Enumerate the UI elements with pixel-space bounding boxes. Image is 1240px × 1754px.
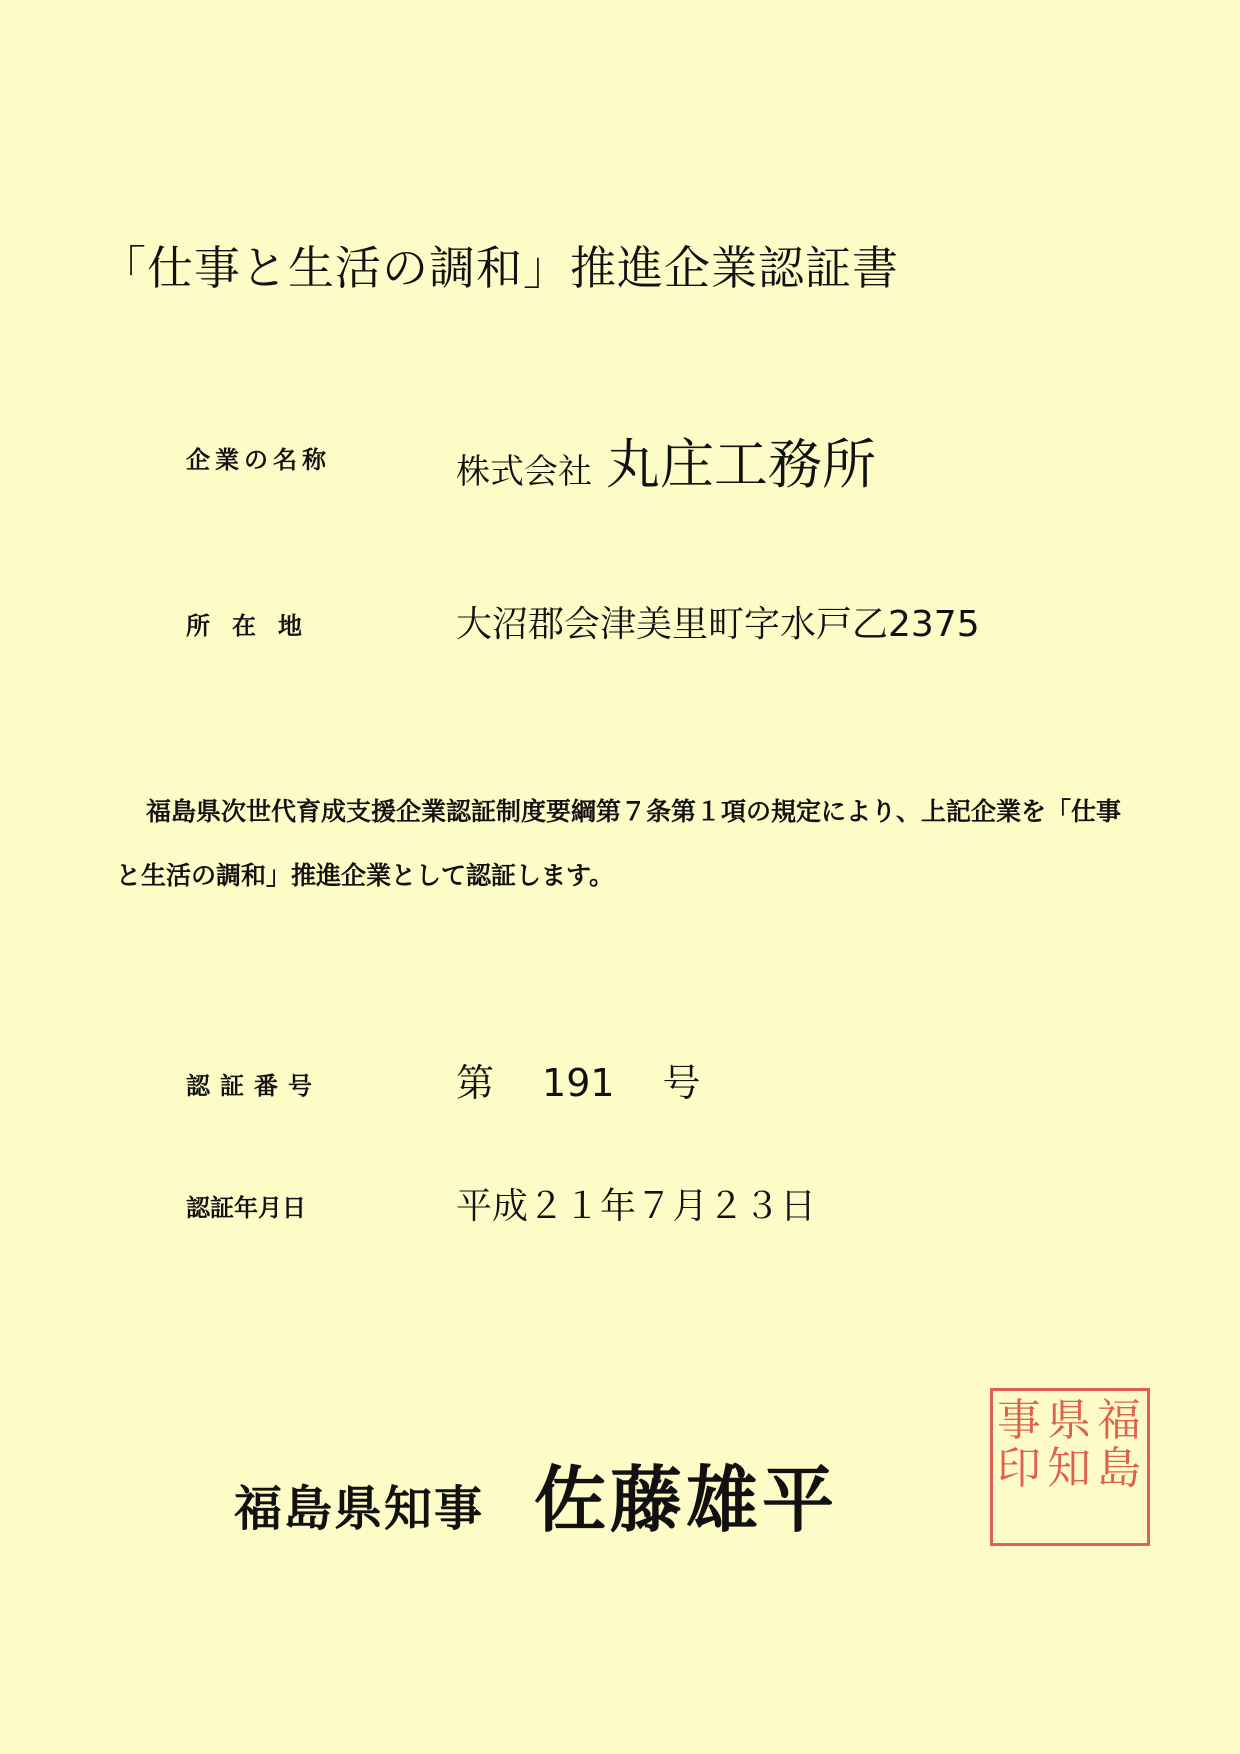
certification-statement: 福島県次世代育成支援企業認証制度要綱第７条第１項の規定により、上記企業を「仕事と生活の調和」推進企業として認証します。 <box>116 797 1122 890</box>
certification-date-label: 認証年月日 <box>186 1194 306 1222</box>
certification-number-label: 認証番号 <box>186 1072 322 1100</box>
company-type: 株式会社 <box>456 452 592 492</box>
seal-column-1: 福 島 <box>1097 1395 1141 1494</box>
certification-date-value: 平成２１年７月２３日 <box>456 1186 817 1227</box>
address-value: 大沼郡会津美里町字水戸乙2375 <box>456 604 980 645</box>
certificate-title: 「仕事と生活の調和」推進企業認証書 <box>100 241 899 295</box>
certification-number: 191 <box>542 1061 615 1105</box>
seal-column-2: 県 知 <box>1047 1395 1091 1494</box>
signature-name: 佐藤雄平 <box>534 1457 839 1542</box>
certification-number-suffix: 号 <box>662 1061 701 1105</box>
official-seal-stamp <box>990 1388 1150 1546</box>
seal-column-3: 事 印 <box>997 1395 1041 1494</box>
company-name: 丸庄工務所 <box>606 433 876 496</box>
certification-number-value <box>456 1052 701 1107</box>
signature-title: 福島県知事 <box>234 1481 485 1537</box>
governor-signature <box>234 1442 838 1546</box>
address-label: 所在地 <box>186 612 324 640</box>
company-name-value <box>456 422 876 499</box>
certification-number-prefix: 第 <box>456 1061 495 1105</box>
company-name-label: 企業の名称 <box>186 446 331 474</box>
